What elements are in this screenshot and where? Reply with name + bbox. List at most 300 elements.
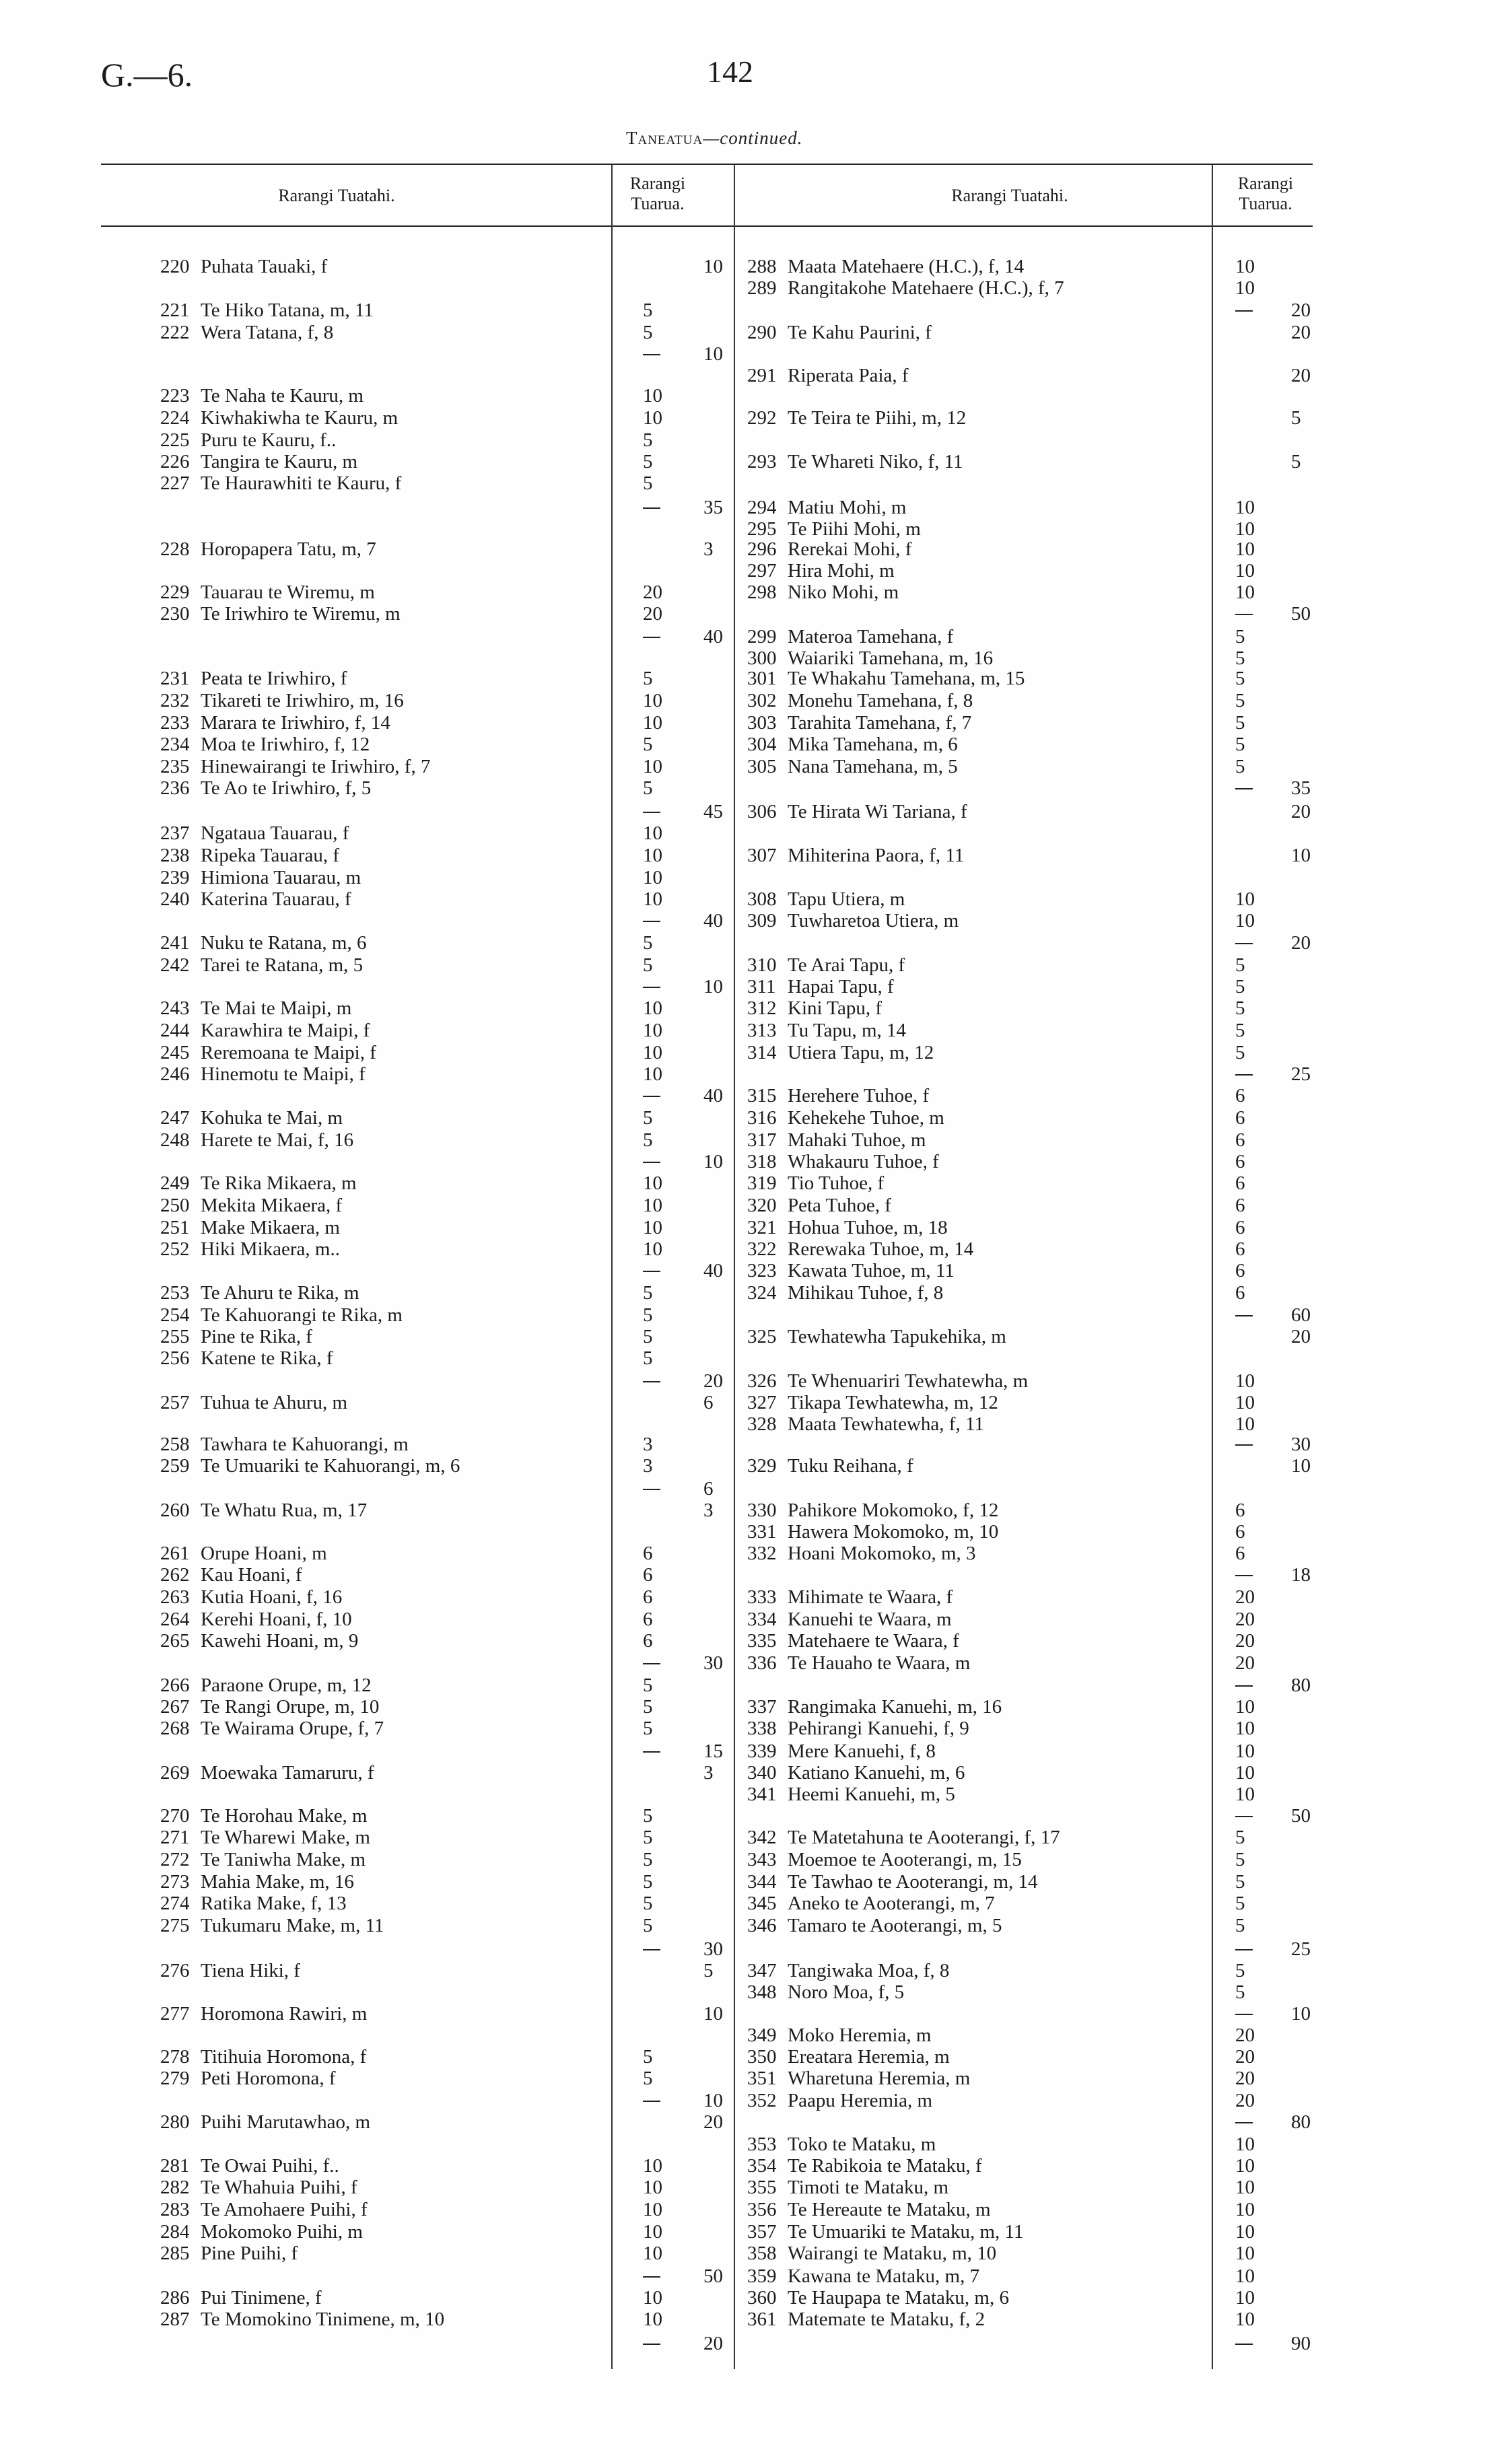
table-row bbox=[747, 2177, 1205, 2198]
tuatahi-value: 5 bbox=[643, 1805, 653, 1827]
table-row bbox=[160, 1392, 604, 1413]
entry-number: 294 bbox=[747, 497, 777, 518]
entry-number: 237 bbox=[160, 822, 190, 844]
entry-number: 330 bbox=[747, 1500, 777, 1521]
table-row bbox=[160, 1172, 604, 1194]
tuatahi-value: 5 bbox=[1235, 1915, 1245, 1936]
entry-name: Te Whahuia Puihi, f bbox=[201, 2177, 357, 2198]
tuarua-value: 3 bbox=[703, 538, 714, 560]
tuatahi-value: 5 bbox=[643, 1827, 653, 1848]
tuatahi-value: 5 bbox=[643, 1696, 653, 1718]
subtotal-dash bbox=[643, 507, 660, 509]
table-row bbox=[747, 1521, 1205, 1543]
tuarua-value: 45 bbox=[703, 801, 723, 822]
entry-number: 321 bbox=[747, 1217, 777, 1238]
subtotal-dash bbox=[643, 1381, 660, 1382]
tuarua-value: 30 bbox=[703, 1938, 723, 1960]
subtotal-dash bbox=[643, 1096, 660, 1097]
tuatahi-value: 10 bbox=[643, 888, 662, 910]
table-row bbox=[747, 756, 1205, 777]
tuatahi-value: 6 bbox=[1235, 1195, 1245, 1216]
tuarua-value: 3 bbox=[703, 1762, 714, 1784]
tuarua-value: 10 bbox=[1291, 1455, 1311, 1477]
entry-number: 236 bbox=[160, 777, 190, 799]
table-row bbox=[747, 1129, 1205, 1151]
left-col-head-tuatahi: Rarangi Tuatahi. bbox=[278, 186, 395, 205]
entry-name: Horopapera Tatu, m, 7 bbox=[201, 538, 376, 560]
table-row bbox=[747, 1915, 1205, 1936]
tuatahi-value: 5 bbox=[1235, 976, 1245, 997]
entry-name: Te Whatu Rua, m, 17 bbox=[201, 1500, 368, 1521]
entry-name: Puihi Marutawhao, m bbox=[201, 2111, 371, 2133]
tuarua-value: 10 bbox=[1291, 2003, 1311, 2025]
table-row bbox=[747, 976, 1205, 997]
tuatahi-value: 20 bbox=[1235, 1630, 1255, 1652]
entry-name: Hohua Tuhoe, m, 18 bbox=[788, 1217, 948, 1238]
table-row bbox=[160, 888, 604, 910]
entry-name: Orupe Hoani, m bbox=[201, 1543, 327, 1564]
entry-number: 257 bbox=[160, 1392, 190, 1413]
table-row bbox=[160, 1347, 604, 1369]
table-row bbox=[160, 845, 604, 866]
table-row bbox=[747, 1740, 1205, 1762]
table-row bbox=[160, 690, 604, 711]
entry-name: Tewhatewha Tapukehika, m bbox=[788, 1326, 1006, 1347]
entry-name: Te Matetahuna te Aooterangi, f, 17 bbox=[788, 1827, 1060, 1848]
entry-number: 312 bbox=[747, 997, 777, 1019]
tuatahi-value: 10 bbox=[1235, 2243, 1255, 2264]
entry-name: Mekita Mikaera, f bbox=[201, 1195, 343, 1216]
entry-number: 299 bbox=[747, 626, 777, 647]
table-row bbox=[747, 1893, 1205, 1914]
tuatahi-value: 5 bbox=[643, 1347, 653, 1369]
subtotal-dash bbox=[643, 2101, 660, 2102]
tuatahi-value: 6 bbox=[643, 1630, 653, 1652]
table-row bbox=[160, 668, 604, 689]
entry-name: Te Wharewi Make, m bbox=[201, 1827, 370, 1848]
entry-number: 260 bbox=[160, 1500, 190, 1521]
entry-name: Puhata Tauaki, f bbox=[201, 256, 328, 277]
left-col-head-tuarua bbox=[614, 174, 701, 214]
table-row bbox=[747, 1960, 1205, 1981]
entry-number: 303 bbox=[747, 712, 777, 734]
entry-number: 221 bbox=[160, 300, 190, 321]
entry-name: Te Rabikoia te Mataku, f bbox=[788, 2155, 982, 2177]
table-row bbox=[160, 932, 604, 954]
tuatahi-value: 10 bbox=[643, 1238, 662, 1260]
tuarua-value: 60 bbox=[1291, 1304, 1311, 1326]
entry-number: 267 bbox=[160, 1696, 190, 1718]
tuarua-value: 30 bbox=[703, 1652, 723, 1674]
subtotal-dash bbox=[643, 2344, 660, 2345]
table-row bbox=[747, 2134, 1205, 2155]
table-row bbox=[747, 712, 1205, 734]
entry-number: 250 bbox=[160, 1195, 190, 1216]
table-row bbox=[747, 997, 1205, 1019]
entry-name: Tarahita Tamehana, f, 7 bbox=[788, 712, 972, 734]
entry-name: Tuwharetoa Utiera, m bbox=[788, 910, 959, 931]
subtotal-dash bbox=[643, 2276, 660, 2278]
tuatahi-value: 10 bbox=[1235, 888, 1255, 910]
entry-number: 289 bbox=[747, 277, 777, 299]
entry-number: 290 bbox=[747, 322, 777, 343]
tuatahi-value: 5 bbox=[1235, 1042, 1245, 1063]
entry-number: 269 bbox=[160, 1762, 190, 1784]
entry-number: 309 bbox=[747, 910, 777, 931]
right-col-head-tuarua-2: Tuarua. bbox=[1239, 194, 1292, 213]
entry-name: Rerewaka Tuhoe, m, 14 bbox=[788, 1238, 974, 1260]
tuatahi-value: 10 bbox=[1235, 1696, 1255, 1718]
table-row bbox=[747, 2243, 1205, 2264]
tuatahi-value: 5 bbox=[643, 1893, 653, 1914]
table-row bbox=[747, 538, 1205, 560]
tuarua-value: 40 bbox=[703, 1260, 723, 1281]
table-row bbox=[747, 2068, 1205, 2089]
entry-number: 280 bbox=[160, 2111, 190, 2133]
table-row bbox=[160, 1630, 604, 1652]
entry-number: 244 bbox=[160, 1020, 190, 1041]
entry-number: 311 bbox=[747, 976, 776, 997]
tuatahi-value: 5 bbox=[643, 734, 653, 755]
entry-name: Peta Tuhoe, f bbox=[788, 1195, 891, 1216]
entry-number: 356 bbox=[747, 2199, 777, 2220]
left-col-head-tuarua-1: Rarangi bbox=[629, 174, 686, 193]
entry-name: Tarei te Ratana, m, 5 bbox=[201, 954, 364, 976]
entry-number: 296 bbox=[747, 538, 777, 560]
entry-name: Make Mikaera, m bbox=[201, 1217, 340, 1238]
entry-number: 230 bbox=[160, 603, 190, 625]
table-row bbox=[747, 582, 1205, 603]
table-row bbox=[160, 451, 604, 472]
entry-name: Pahikore Mokomoko, f, 12 bbox=[788, 1500, 999, 1521]
entry-number: 319 bbox=[747, 1172, 777, 1194]
entry-name: Kau Hoani, f bbox=[201, 1564, 302, 1586]
entry-number: 320 bbox=[747, 1195, 777, 1216]
subtotal-dash bbox=[1235, 1074, 1253, 1076]
entry-number: 245 bbox=[160, 1042, 190, 1063]
tuatahi-value: 10 bbox=[643, 2199, 662, 2220]
entry-number: 263 bbox=[160, 1586, 190, 1608]
entry-name: Te Mai te Maipi, m bbox=[201, 997, 352, 1019]
entry-name: Hira Mohi, m bbox=[788, 560, 895, 582]
entry-name: Rangimaka Kanuehi, m, 16 bbox=[788, 1696, 1002, 1718]
tuatahi-value: 6 bbox=[1235, 1129, 1245, 1151]
tuatahi-value: 5 bbox=[643, 429, 653, 451]
table-row bbox=[747, 1827, 1205, 1848]
entry-name: Tangiwaka Moa, f, 8 bbox=[788, 1960, 950, 1981]
table-row bbox=[747, 1392, 1205, 1413]
entry-name: Pine Puihi, f bbox=[201, 2243, 298, 2264]
table-row bbox=[747, 1172, 1205, 1194]
entry-number: 241 bbox=[160, 932, 190, 954]
left-divider-a bbox=[611, 165, 613, 2369]
entry-number: 326 bbox=[747, 1370, 777, 1392]
entry-number: 354 bbox=[747, 2155, 777, 2177]
entry-number: 361 bbox=[747, 2309, 777, 2330]
tuatahi-value: 10 bbox=[1235, 1762, 1255, 1784]
entry-name: Kawehi Hoani, m, 9 bbox=[201, 1630, 359, 1652]
table-row bbox=[747, 256, 1205, 277]
table-row bbox=[160, 1871, 604, 1893]
entry-name: Te Kahu Paurini, f bbox=[788, 322, 932, 343]
entry-number: 322 bbox=[747, 1238, 777, 1260]
entry-name: Te Piihi Mohi, m bbox=[788, 518, 921, 540]
tuatahi-value: 10 bbox=[643, 1020, 662, 1041]
entry-name: Whakauru Tuhoe, f bbox=[788, 1151, 939, 1172]
table-row bbox=[747, 2046, 1205, 2068]
tuatahi-value: 6 bbox=[643, 1543, 653, 1564]
entry-name: Te Ahuru te Rika, m bbox=[201, 1282, 359, 1304]
entry-number: 261 bbox=[160, 1543, 190, 1564]
entry-name: Tuhua te Ahuru, m bbox=[201, 1392, 348, 1413]
subtitle-continued: —continued. bbox=[703, 128, 803, 148]
tuatahi-value: 10 bbox=[1235, 277, 1255, 299]
tuatahi-value: 5 bbox=[1235, 1960, 1245, 1981]
entry-number: 340 bbox=[747, 1762, 777, 1784]
table-row bbox=[160, 822, 604, 844]
entry-name: Tapu Utiera, m bbox=[788, 888, 905, 910]
entry-number: 277 bbox=[160, 2003, 190, 2025]
entry-name: Kohuka te Mai, m bbox=[201, 1107, 343, 1129]
entry-number: 353 bbox=[747, 2134, 777, 2155]
entry-name: Tawhara te Kahuorangi, m bbox=[201, 1434, 409, 1455]
tuarua-value: 20 bbox=[703, 2333, 723, 2354]
entry-name: Te Haurawhiti te Kauru, f bbox=[201, 472, 402, 494]
entry-name: Matehaere te Waara, f bbox=[788, 1630, 959, 1652]
tuatahi-value: 20 bbox=[643, 582, 662, 603]
tuarua-value: 25 bbox=[1291, 1063, 1311, 1085]
tuatahi-value: 20 bbox=[1235, 2090, 1255, 2111]
table-row bbox=[160, 2068, 604, 2089]
entry-number: 246 bbox=[160, 1063, 190, 1085]
table-row bbox=[747, 2309, 1205, 2330]
table-row bbox=[747, 845, 1205, 866]
entry-number: 334 bbox=[747, 1609, 777, 1630]
table-row bbox=[160, 538, 604, 560]
tuarua-value: 6 bbox=[703, 1392, 714, 1413]
entry-name: Hiki Mikaera, m.. bbox=[201, 1238, 340, 1260]
tuarua-value: 10 bbox=[703, 343, 723, 365]
entry-name: Te Taniwha Make, m bbox=[201, 1849, 366, 1870]
tuarua-value: 50 bbox=[703, 2265, 723, 2287]
entry-number: 338 bbox=[747, 1718, 777, 1739]
subtotal-dash bbox=[1235, 2344, 1253, 2345]
entry-number: 255 bbox=[160, 1326, 190, 1347]
table-row bbox=[160, 1020, 604, 1041]
entry-name: Nana Tamehana, m, 5 bbox=[788, 756, 958, 777]
table-row bbox=[160, 407, 604, 429]
entry-name: Hinemotu te Maipi, f bbox=[201, 1063, 366, 1085]
tuatahi-value: 10 bbox=[643, 407, 662, 429]
table-row bbox=[160, 2243, 604, 2264]
tuatahi-value: 10 bbox=[643, 1063, 662, 1085]
entry-number: 359 bbox=[747, 2265, 777, 2287]
document-code: G.—6. bbox=[101, 56, 193, 94]
table-row bbox=[160, 2287, 604, 2309]
entry-name: Mahaki Tuhoe, m bbox=[788, 1129, 926, 1151]
subtotal-dash bbox=[1235, 1575, 1253, 1576]
table-row bbox=[747, 1151, 1205, 1172]
tuatahi-value: 10 bbox=[643, 1042, 662, 1063]
tuatahi-value: 10 bbox=[1235, 1370, 1255, 1392]
tuatahi-value: 10 bbox=[1235, 518, 1255, 540]
entry-name: Kini Tapu, f bbox=[788, 997, 883, 1019]
table-row bbox=[160, 1762, 604, 1784]
entry-number: 275 bbox=[160, 1915, 190, 1936]
entry-name: Maata Matehaere (H.C.), f, 14 bbox=[788, 256, 1025, 277]
entry-name: Marara te Iriwhiro, f, 14 bbox=[201, 712, 390, 734]
tuatahi-value: 10 bbox=[1235, 1392, 1255, 1413]
entry-number: 325 bbox=[747, 1326, 777, 1347]
entry-name: Te Momokino Tinimene, m, 10 bbox=[201, 2309, 445, 2330]
entry-number: 337 bbox=[747, 1696, 777, 1718]
tuatahi-value: 5 bbox=[1235, 690, 1245, 711]
tuarua-value: 20 bbox=[703, 1370, 723, 1392]
entry-name: Horomona Rawiri, m bbox=[201, 2003, 368, 2025]
tuatahi-value: 5 bbox=[1235, 1893, 1245, 1914]
tuatahi-value: 10 bbox=[1235, 538, 1255, 560]
table-row bbox=[160, 1893, 604, 1914]
entry-number: 310 bbox=[747, 954, 777, 976]
entry-number: 229 bbox=[160, 582, 190, 603]
tuatahi-value: 6 bbox=[1235, 1085, 1245, 1106]
tuatahi-value: 5 bbox=[643, 777, 653, 799]
entry-name: Kerehi Hoani, f, 10 bbox=[201, 1609, 352, 1630]
entry-name: Tiena Hiki, f bbox=[201, 1960, 300, 1981]
tuatahi-value: 5 bbox=[1235, 668, 1245, 689]
tuatahi-value: 10 bbox=[1235, 1718, 1255, 1739]
table-row bbox=[747, 560, 1205, 582]
tuatahi-value: 5 bbox=[1235, 756, 1245, 777]
subtotal-dash bbox=[1235, 614, 1253, 615]
entry-number: 335 bbox=[747, 1630, 777, 1652]
table-row bbox=[747, 910, 1205, 931]
entry-number: 254 bbox=[160, 1304, 190, 1326]
table-row bbox=[747, 1784, 1205, 1805]
table-row bbox=[160, 1195, 604, 1216]
tuarua-value: 3 bbox=[703, 1500, 714, 1521]
entry-number: 346 bbox=[747, 1915, 777, 1936]
tuatahi-value: 10 bbox=[1235, 1413, 1255, 1435]
tuatahi-value: 5 bbox=[643, 322, 653, 343]
table-row bbox=[160, 2221, 604, 2243]
entry-number: 243 bbox=[160, 997, 190, 1019]
tuatahi-value: 5 bbox=[643, 1675, 653, 1696]
entry-number: 305 bbox=[747, 756, 777, 777]
entry-name: Moko Heremia, m bbox=[788, 2025, 932, 2046]
table-row bbox=[160, 2309, 604, 2330]
tuatahi-value: 10 bbox=[1235, 2309, 1255, 2330]
entry-number: 273 bbox=[160, 1871, 190, 1893]
table-row bbox=[160, 954, 604, 976]
tuatahi-value: 5 bbox=[643, 2068, 653, 2089]
entry-name: Tikapa Tewhatewha, m, 12 bbox=[788, 1392, 998, 1413]
tuatahi-value: 10 bbox=[1235, 2265, 1255, 2287]
table-row bbox=[747, 1326, 1205, 1347]
entry-number: 291 bbox=[747, 365, 777, 386]
table-row bbox=[160, 1434, 604, 1455]
tuatahi-value: 10 bbox=[643, 867, 662, 888]
entry-name: Hinewairangi te Iriwhiro, f, 7 bbox=[201, 756, 431, 777]
entry-number: 350 bbox=[747, 2046, 777, 2068]
entry-name: Kawata Tuhoe, m, 11 bbox=[788, 1260, 955, 1281]
table-row bbox=[747, 2199, 1205, 2220]
entry-number: 278 bbox=[160, 2046, 190, 2068]
table-row bbox=[747, 1042, 1205, 1063]
subtotal-dash bbox=[1235, 943, 1253, 944]
entry-name: Matiu Mohi, m bbox=[788, 497, 907, 518]
entry-number: 307 bbox=[747, 845, 777, 866]
subtitle-main: Taneatua bbox=[626, 128, 703, 148]
entry-number: 314 bbox=[747, 1042, 777, 1063]
entry-name: Katene te Rika, f bbox=[201, 1347, 333, 1369]
table-row bbox=[160, 2155, 604, 2177]
tuarua-value: 80 bbox=[1291, 1675, 1311, 1696]
table-row bbox=[160, 1718, 604, 1739]
tuatahi-value: 10 bbox=[1235, 497, 1255, 518]
table-row bbox=[160, 756, 604, 777]
entry-number: 298 bbox=[747, 582, 777, 603]
entry-number: 352 bbox=[747, 2090, 777, 2111]
entry-number: 315 bbox=[747, 1085, 777, 1106]
entry-name: Te Whareti Niko, f, 11 bbox=[788, 451, 963, 472]
table-row bbox=[160, 2046, 604, 2068]
subtotal-dash bbox=[1235, 1685, 1253, 1687]
table-row bbox=[160, 256, 604, 277]
entry-number: 234 bbox=[160, 734, 190, 755]
page-number: 142 bbox=[707, 55, 753, 89]
table-row bbox=[747, 365, 1205, 386]
table-row bbox=[747, 1609, 1205, 1630]
entry-number: 256 bbox=[160, 1347, 190, 1369]
table-row bbox=[747, 1195, 1205, 1216]
entry-name: Moewaka Tamaruru, f bbox=[201, 1762, 374, 1784]
entry-number: 220 bbox=[160, 256, 190, 277]
subtotal-dash bbox=[1235, 1816, 1253, 1817]
entry-number: 355 bbox=[747, 2177, 777, 2198]
entry-name: Tio Tuhoe, f bbox=[788, 1172, 885, 1194]
entry-name: Te Hereaute te Mataku, m bbox=[788, 2199, 991, 2220]
subtotal-dash bbox=[1235, 788, 1253, 789]
table-row bbox=[160, 2003, 604, 2025]
entry-number: 313 bbox=[747, 1020, 777, 1041]
entry-number: 342 bbox=[747, 1827, 777, 1848]
table-row bbox=[747, 1981, 1205, 2003]
entry-number: 274 bbox=[160, 1893, 190, 1914]
tuarua-value: 5 bbox=[1291, 451, 1301, 472]
tuarua-value: 25 bbox=[1291, 1938, 1311, 1960]
entry-number: 283 bbox=[160, 2199, 190, 2220]
entry-name: Moemoe te Aooterangi, m, 15 bbox=[788, 1849, 1022, 1870]
table-row bbox=[747, 2155, 1205, 2177]
entry-name: Matemate te Mataku, f, 2 bbox=[788, 2309, 985, 2330]
entry-name: Te Ao te Iriwhiro, f, 5 bbox=[201, 777, 372, 799]
entry-name: Titihuia Horomona, f bbox=[201, 2046, 367, 2068]
table-row bbox=[747, 1282, 1205, 1304]
table-row bbox=[747, 1107, 1205, 1129]
entry-number: 266 bbox=[160, 1675, 190, 1696]
entry-name: Mihimate te Waara, f bbox=[788, 1586, 953, 1608]
subtotal-dash bbox=[643, 812, 660, 813]
table-row bbox=[160, 2199, 604, 2220]
entry-name: Maata Tewhatewha, f, 11 bbox=[788, 1413, 984, 1435]
tuatahi-value: 10 bbox=[643, 756, 662, 777]
table-row bbox=[160, 1915, 604, 1936]
entry-number: 248 bbox=[160, 1129, 190, 1151]
table-row bbox=[747, 1500, 1205, 1521]
table-row bbox=[747, 626, 1205, 647]
entry-name: Te Hirata Wi Tariana, f bbox=[788, 801, 967, 822]
